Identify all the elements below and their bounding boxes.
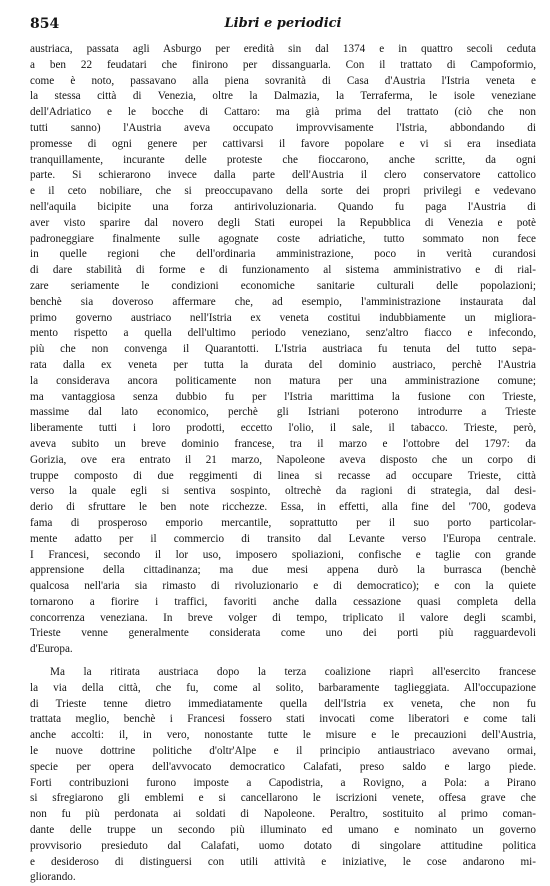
text-line: a ben 22 feudatari che finirono per dissanguarla. Con il trattato di Campoformio, <box>30 58 536 71</box>
text-line: promesse di ogni genere per cattivarsi il favore popolare e vi si era insediata <box>30 137 536 150</box>
text-line: anche accolti: il, in vero, nonostante tutte le misure e le precauzioni dell'Austria, <box>30 729 536 742</box>
text-line: mento rispetto a quella dell'ultimo periodo veneziano, senz'altro fiacco e infecondo, <box>30 327 536 340</box>
text-line: austriaca, passata agli Asburgo per eredità sin dal 1374 e in quattro secoli ceduta <box>30 43 536 55</box>
text-line: la stessa città di Venezia, oltre la Dalmazia, la Terraferma, le isole veneziane <box>30 90 536 103</box>
text-line: benchè sia doveroso affermare che, ad esempio, l'amministrazione instaurata dal <box>30 295 536 308</box>
text-line: truppe composto di due reggimenti di linea si recasse ad occupare Trieste, città <box>30 469 536 482</box>
text-line: la via della città, che fu, come al solito, barbaramente taglieggiata. All'occupazione <box>30 681 536 694</box>
paragraph <box>30 42 536 658</box>
text-line: concorrenza veneziana. In breve volger di tempo, triplicato il valore degli scambi, <box>30 611 536 624</box>
text-line: Trieste venne generalmente considerata come uno dei porti più ragguardevoli <box>30 627 536 640</box>
text-line: ma vantaggiosa senza dubbio fu per l'Istria marittima la fusione con Trieste, <box>30 390 536 403</box>
body-text <box>30 42 536 886</box>
text-line: specie per opera dell'avvocato democratico Calafati, preso saldo e largo piede. <box>30 760 536 773</box>
text-line: gliorando. <box>30 871 76 884</box>
text-line: d'Europa. <box>30 643 73 656</box>
text-line: di dare stabilità di forme e di funzionamento al sistema amministrativo e di rial- <box>30 264 536 277</box>
text-line: trattata meglio, benchè i Francesi fossero stati invocati come liberatori e come tali <box>30 713 536 726</box>
text-line: dell'Adriatico e le bocche di Cattaro: ma già prima del trattato (ciò che non <box>30 106 536 119</box>
text-line: qualcosa nell'aria sia rimasto di rivoluzionario e di democratico); e con la quiete <box>30 580 536 593</box>
text-line: Gorizia, ove era entrato il 21 marzo, Napoleone aveva disposto che un corpo di <box>30 453 536 466</box>
text-line: non fu più perdonata ai soldati di Napoleone. Peraltro, sostituito al primo coman- <box>30 808 536 821</box>
text-line: aver visto sparire dal novero degli Stati europei la Repubblica di Venezia e potè <box>30 216 536 229</box>
text-line: le nuove dottrine politiche d'oltr'Alpe e il principio antiaustriaco avevano ormai, <box>30 745 536 758</box>
text-line: dante delle truppe un secondo più illuminato ed umano e nominato un governo <box>30 824 536 837</box>
text-line: tranquillamente, incurante delle proteste che fioccarono, anche scritte, da ogni <box>30 153 536 166</box>
text-line: e desideroso di distinguersi con utili attività e iniziative, le cose andarono mi- <box>30 855 536 868</box>
paragraph <box>30 665 536 886</box>
text-line: mente adatto per il commercio di transito dal Levante verso l'Europa centrale. <box>30 532 536 545</box>
text-line: primo governo austriaco nell'Istria ex veneta costitui indubbiamente un migliora- <box>30 311 536 324</box>
text-line: si sfregiarono gli emblemi e si cancellarono le iscrizioni venete, offesa grave che <box>30 792 536 805</box>
text-line: provvisorio presieduto dal Calafati, uomo dotato di singolare attitudine politica <box>30 839 536 852</box>
text-line: fama di prosperoso emporio mercantile, soprattutto per il suo porto particolar- <box>30 516 536 529</box>
text-line: tutti sanno) l'Austria aveva occupato improvvisamente l'Istria, abbondando di <box>30 121 536 134</box>
running-title: Libri e periodici <box>224 16 342 31</box>
text-line: verso la quale egli si sentiva sospinto, oltrechè da ragioni di strategia, dal desi- <box>30 485 536 498</box>
text-line: massime dal lato economico, perchè gli Istriani poterono introdurre a Trieste <box>30 406 536 419</box>
text-line: nell'aquila bicipite una forza antirivoluzionaria. Quando fu paga l'Austria di <box>30 200 536 213</box>
text-line: di Trieste tenne dietro immediatamente quella dell'Istria ex veneta, che non fu <box>30 697 536 710</box>
text-line: derio di sfruttare le ben note ricchezze. Essa, in effetti, alla fine del '700, godeva <box>30 501 536 514</box>
text-line: padroneggiare finalmente sulle agognate coste adriatiche, tutto sommato non fece <box>30 232 536 245</box>
text-line: Ma la ritirata austriaca dopo la terza coalizione riaprì all'esercito francese <box>50 666 536 679</box>
page-header <box>30 14 536 38</box>
text-line: in quelle regioni che dell'ordinaria amministrazione, poco in verità curandosi <box>30 248 536 261</box>
text-line: la considerava ancora politicamente non matura per una amministrazione comune; <box>30 374 536 387</box>
text-line: zare seriamente le condizioni economiche sanitarie culturali delle popolazioni; <box>30 279 536 292</box>
text-line: Forti contribuzioni furono imposte a Capodistria, a Rovigno, a Pola: a Pirano <box>30 776 536 789</box>
text-line: apprensione della cittadinanza; ma due mesi appena durò la burrasca (benchè <box>30 564 536 577</box>
text-line: liberamente tutti i loro prodotti, eccetto l'olio, il sale, il tabacco. Trieste, però, <box>30 422 536 435</box>
text-line: aveva subito un breve dominio francese, tra il marzo e l'ottobre del 1797: da <box>30 437 536 450</box>
text-line: più che non convenga il Quarantotti. L'Istria austriaca fu tenuta del tutto sepa- <box>30 343 536 356</box>
page-number: 854 <box>30 16 60 32</box>
text-line: rata dalla ex veneta per tutta la durata del dominio austriaco, perchè l'Austria <box>30 358 536 371</box>
text-line: tornarono a fiorire i traffici, favoriti anche dalla cessazione quasi completa della <box>30 595 536 608</box>
text-line: e il ceto nobiliare, che si preoccupavano della sorte dei propri privilegi e vedevano <box>30 185 536 198</box>
text-line: I Francesi, secondo il lor uso, imposero spoliazioni, confische e taglie con grande <box>30 548 536 561</box>
text-line: come è noto, passavano alla piena sovranità di Casa d'Austria l'Istria veneta e <box>30 74 536 87</box>
text-line: parte. Si schierarono invece dalla parte dell'Austria il clero conservatore cattolico <box>30 169 536 182</box>
